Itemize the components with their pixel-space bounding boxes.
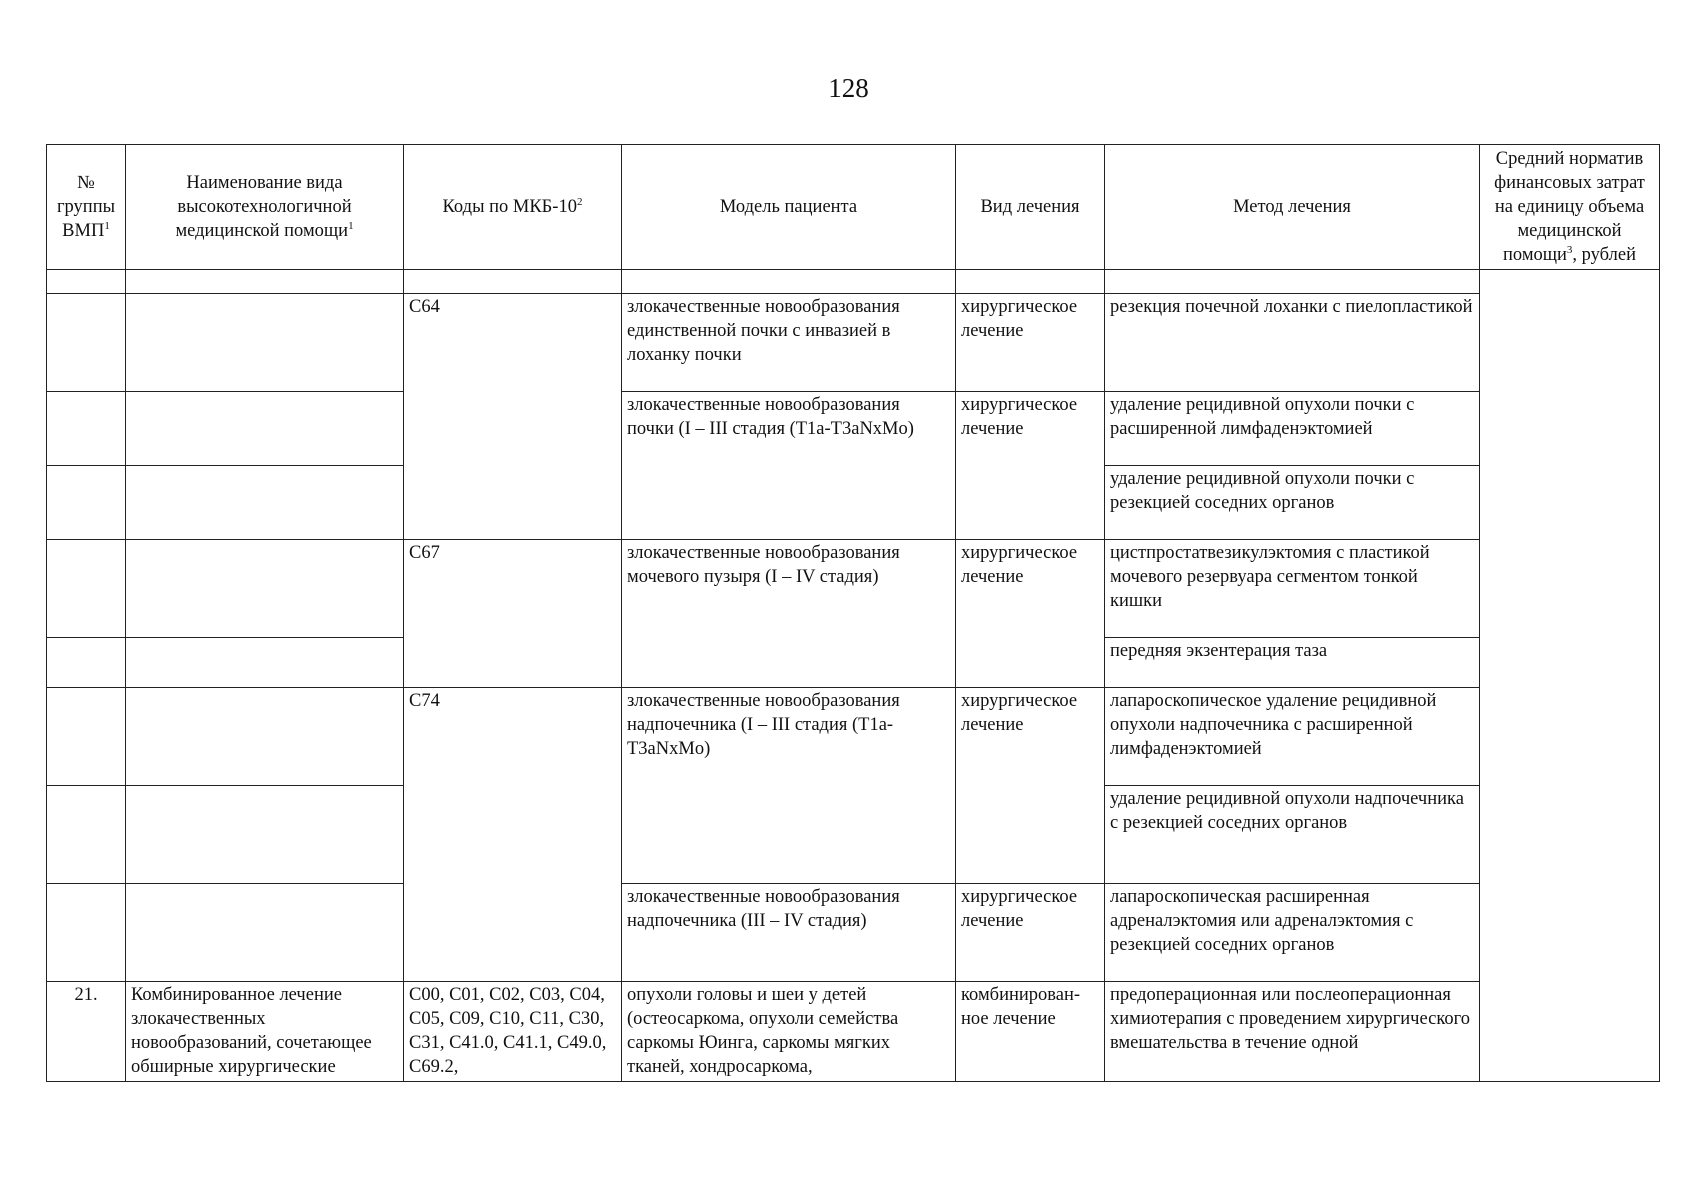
patient-model-cell: злокачественные новообразования единственной почки с инвазией в лоханку почки [622, 294, 956, 392]
icd-code-cell: C74 [404, 688, 622, 982]
vmp-table [46, 144, 1660, 1082]
treatment-type-cell: хирургическое лечение [956, 688, 1105, 884]
care-type-cell [126, 884, 404, 982]
treatment-method-cell: лапароскопическая расширенная адреналэктомия или адреналэктомия с резекцией соседних органов [1105, 884, 1480, 982]
treatment-method-cell: удаление рецидивной опухоли почки с расширенной лимфаденэктомией [1105, 392, 1480, 466]
spacer-row [47, 270, 1660, 294]
patient-model-cell: злокачественные новообразования надпочечника (III – IV стадия) [622, 884, 956, 982]
table-row-group-21 [47, 982, 1660, 1082]
header-cost: Средний норматив финансовых затрат на единицу объема медицинской помощи$^3$, рублей [1480, 145, 1660, 270]
treatment-method-cell: передняя экзентерация таза [1105, 638, 1480, 688]
treatment-method-cell: удаление рецидивной опухоли надпочечника с резекцией соседних органов [1105, 786, 1480, 884]
empty-cell [404, 270, 622, 294]
treatment-type-cell: хирургическое лечение [956, 884, 1105, 982]
group-number-cell [47, 638, 126, 688]
header-care-type: Наименование вида высокотехнологичной медицинской помощи$^1$ [126, 145, 404, 270]
group-number-cell: 21. [47, 982, 126, 1082]
empty-cell [956, 270, 1105, 294]
care-type-cell [126, 786, 404, 884]
empty-cell [126, 270, 404, 294]
header-patient-model: Модель пациента [622, 145, 956, 270]
care-type-cell [126, 294, 404, 392]
table-row [47, 392, 1660, 466]
icd-code-cell: C00, C01, C02, C03, C04, C05, C09, C10, C11, C30, C31, C41.0, C41.1, C49.0, C69.2, [404, 982, 622, 1082]
cost-cell-empty [1480, 270, 1660, 1082]
patient-model-cell: злокачественные новообразования почки (I – III стадия (T1a-T3aNxMo) [622, 392, 956, 540]
group-number-cell [47, 540, 126, 638]
care-type-cell [126, 392, 404, 466]
icd-code-cell: C64 [404, 294, 622, 540]
header-row [47, 145, 1660, 270]
care-type-cell [126, 466, 404, 540]
header-treatment-method: Метод лечения [1105, 145, 1480, 270]
icd-code-cell: C67 [404, 540, 622, 688]
care-type-cell: Комбинированное лечение злокачественных новообразований, сочетающее обширные хирургические [126, 982, 404, 1082]
empty-cell [47, 270, 126, 294]
page-number: 128 [828, 73, 869, 103]
treatment-method-cell: лапароскопическое удаление рецидивной опухоли надпочечника с расширенной лимфаденэктомией [1105, 688, 1480, 786]
treatment-type-cell: комбинирован-ное лечение [956, 982, 1105, 1082]
treatment-method-cell: резекция почечной лоханки с пиелопластикой [1105, 294, 1480, 392]
table-row [47, 884, 1660, 982]
patient-model-cell: опухоли головы и шеи у детей (остеосаркома, опухоли семейства саркомы Юинга, саркомы мягких тканей, хондросаркома, [622, 982, 956, 1082]
treatment-method-cell: удаление рецидивной опухоли почки с резекцией соседних органов [1105, 466, 1480, 540]
header-treatment-type: Вид лечения [956, 145, 1105, 270]
group-number-cell [47, 786, 126, 884]
empty-cell [1105, 270, 1480, 294]
care-type-cell [126, 638, 404, 688]
group-number-cell [47, 392, 126, 466]
treatment-type-cell: хирургическое лечение [956, 294, 1105, 392]
care-type-cell [126, 540, 404, 638]
group-number-cell [47, 294, 126, 392]
treatment-type-cell: хирургическое лечение [956, 392, 1105, 540]
patient-model-cell: злокачественные новообразования надпочечника (I – III стадия (T1a-T3aNxMo) [622, 688, 956, 884]
treatment-method-cell: цистпростатвезикулэктомия с пластикой мочевого резервуара сегментом тонкой кишки [1105, 540, 1480, 638]
group-number-cell [47, 466, 126, 540]
treatment-type-cell: хирургическое лечение [956, 540, 1105, 688]
header-icd-codes: Коды по МКБ-$10^2$ [404, 145, 622, 270]
group-number-cell [47, 688, 126, 786]
table-row [47, 540, 1660, 638]
treatment-method-cell: предоперационная или послеоперационная химиотерапия с проведением хирургического вмешательства в течение одной [1105, 982, 1480, 1082]
patient-model-cell: злокачественные новообразования мочевого пузыря (I – IV стадия) [622, 540, 956, 688]
header-group-number: № группы ВМП$^1$ [47, 145, 126, 270]
care-type-cell [126, 688, 404, 786]
table-row [47, 688, 1660, 786]
empty-cell [622, 270, 956, 294]
table-row [47, 294, 1660, 392]
group-number-cell [47, 884, 126, 982]
